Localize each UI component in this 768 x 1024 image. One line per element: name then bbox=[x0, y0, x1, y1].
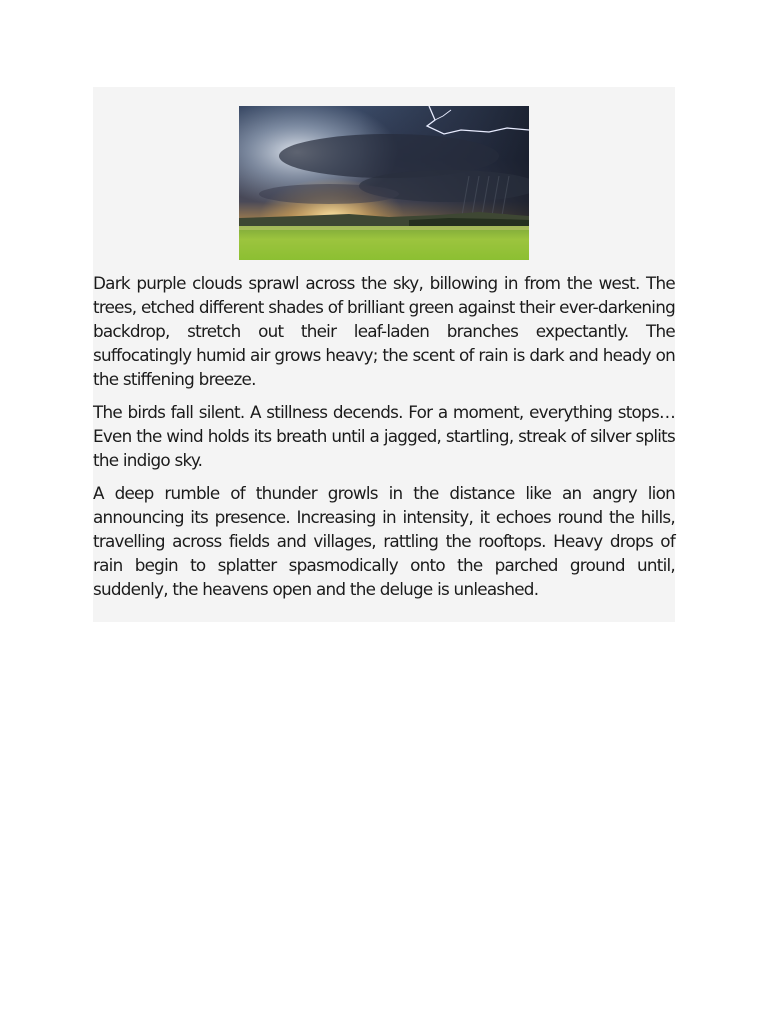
paragraph-2: The birds fall silent. A stillness decends. For a moment, everything stops… Even the wind holds its breath until a jagged, startling, streak of silver splits the indigo sky. bbox=[93, 402, 675, 470]
storm-landscape-photo bbox=[239, 106, 529, 260]
paragraph-3: A deep rumble of thunder growls in the distance like an angry lion announcing its presence. Increasing in intensity, it echoes round the hills, travelling across fields and villages, rattling the rooftops. Heavy drops of rain begin to splatter spasmodically onto the parched ground until, suddenly, the heavens open and the deluge is unleashed. bbox=[93, 483, 675, 599]
story-text bbox=[93, 271, 675, 610]
paragraph-1: Dark purple clouds sprawl across the sky, billowing in from the west. The trees, etched different shades of brilliant green against their ever-darkening backdrop, stretch out their leaf-laden branches expectantly. The suffocatingly humid air grows heavy; the scent of rain is dark and heady on the stiffening breeze. bbox=[93, 273, 675, 389]
document-panel bbox=[93, 87, 675, 622]
